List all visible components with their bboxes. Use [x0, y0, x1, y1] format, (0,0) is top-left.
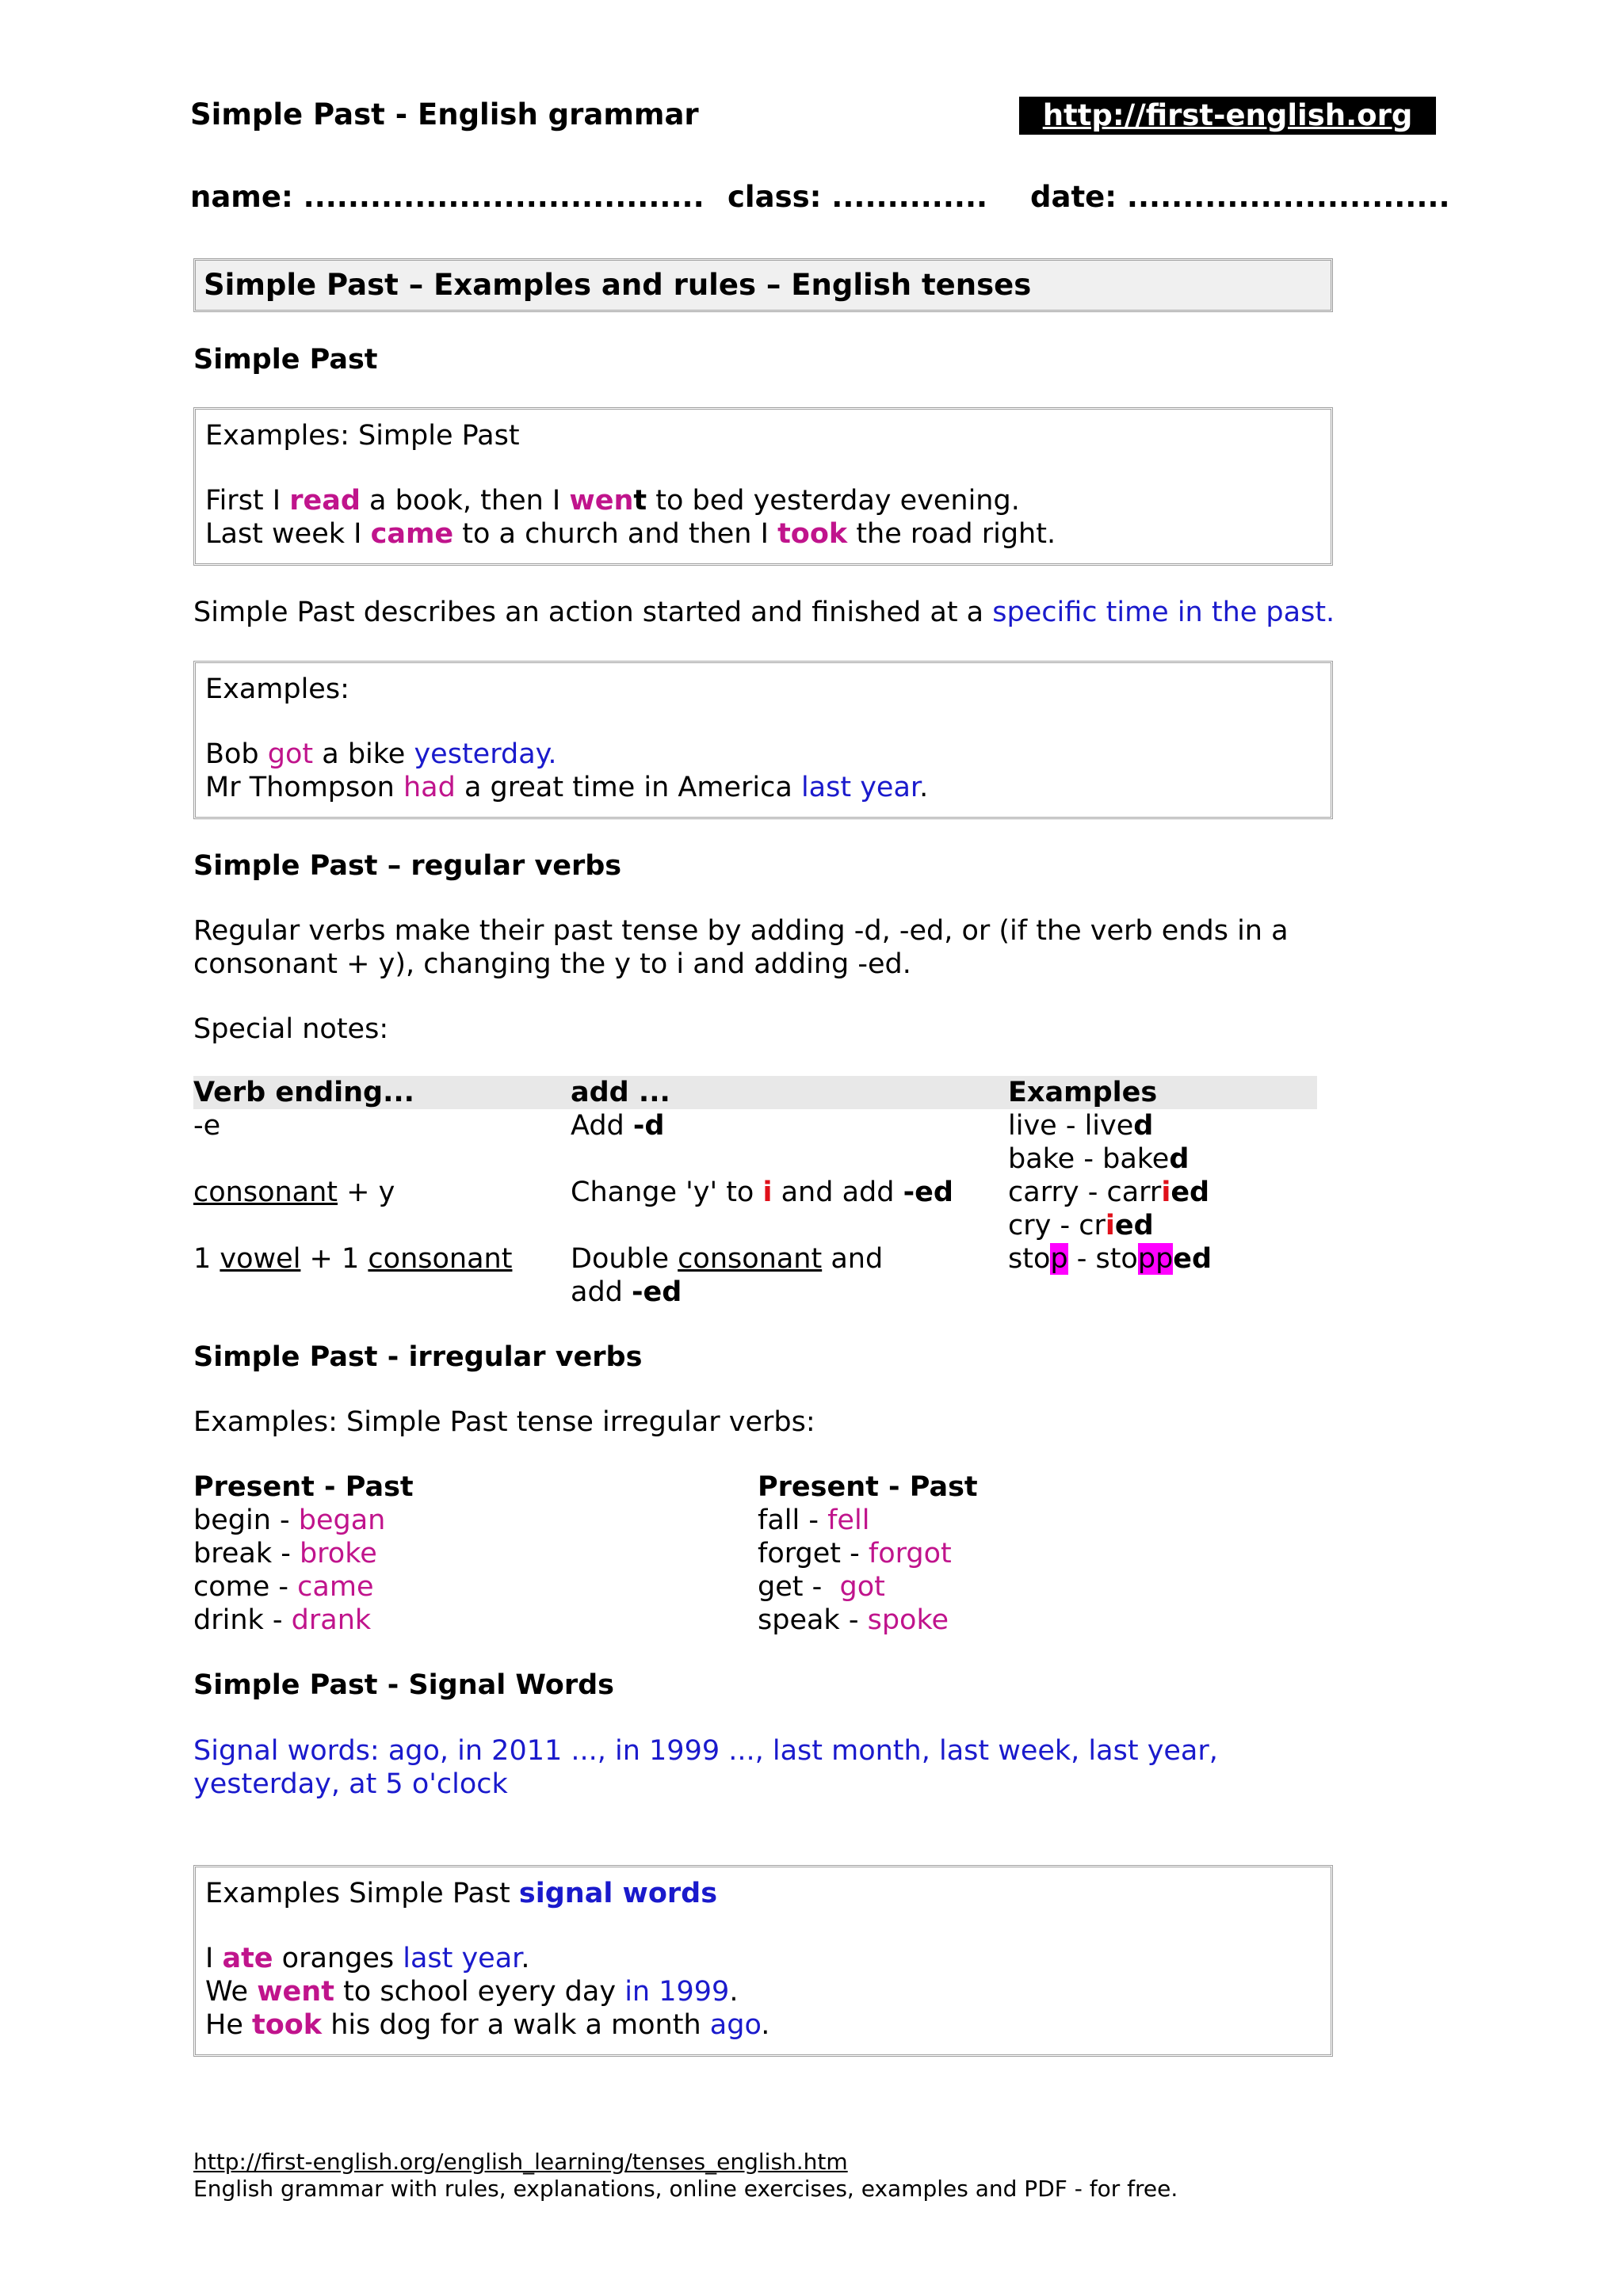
- irregular-list-right: [758, 1470, 1312, 1637]
- site-link[interactable]: http://first-english.org: [1019, 97, 1436, 135]
- table-row: consonant + y Change 'y' to i and add -ed carry - carried cry - cried: [193, 1177, 1210, 1241]
- footer-link[interactable]: http://first-english.org/english_learning/tenses_english.htm: [193, 2149, 848, 2175]
- section-banner: Simple Past – Examples and rules – English tenses: [193, 258, 1333, 312]
- list-item: begin - began: [193, 1505, 386, 1536]
- example-line: He took his dog for a walk a month ago.: [205, 2009, 770, 2041]
- date-field-label: date: .............................: [1030, 180, 1450, 214]
- heading-regular-verbs: Simple Past – regular verbs: [193, 850, 622, 882]
- list-item: drink - drank: [193, 1604, 372, 1636]
- table-row: 1 vowel + 1 consonant Double consonant and add -ed stop - stopped: [193, 1243, 1212, 1308]
- definition-text: Simple Past describes an action started and finished at a specific time in the past.: [193, 597, 1335, 628]
- example-line: We went to school eyery day in 1999.: [205, 1976, 739, 2008]
- example-line: Last week I came to a church and then I took the road right.: [205, 518, 1056, 550]
- list-item: forget - forgot: [758, 1538, 952, 1569]
- example-line: I ate oranges last year.: [205, 1943, 530, 1974]
- table-row: -e Add -d live - lived bake - baked: [193, 1110, 1190, 1175]
- table-header-row: [193, 1076, 1317, 1109]
- heading-irregular-verbs: Simple Past - irregular verbs: [193, 1341, 643, 1373]
- list-item: come - came: [193, 1571, 374, 1603]
- examples-box-2: [193, 661, 1333, 819]
- name-field-label: name: ....................................: [190, 180, 705, 214]
- examples-box-3: [193, 1865, 1333, 2057]
- special-notes-label: Special notes:: [193, 1013, 389, 1045]
- irregular-list-left: [193, 1470, 748, 1637]
- heading-simple-past: Simple Past: [193, 344, 378, 376]
- regular-verbs-rules-table: [193, 1076, 1317, 1309]
- example-line: Bob got a bike yesterday.: [205, 738, 557, 770]
- irregular-col-header: Present - Past: [193, 1471, 414, 1503]
- document-title: Simple Past - English grammar: [190, 97, 699, 132]
- list-item: break - broke: [193, 1538, 377, 1569]
- examples-box-1: [193, 407, 1333, 566]
- examples-box-2-title: Examples:: [205, 673, 349, 705]
- heading-signal-words: Simple Past - Signal Words: [193, 1669, 614, 1701]
- footer: [193, 2149, 1178, 2203]
- examples-box-1-title: Examples: Simple Past: [205, 420, 520, 452]
- class-field-label: class: ..............: [727, 180, 988, 214]
- list-item: fall - fell: [758, 1505, 870, 1536]
- footer-text: English grammar with rules, explanations, online exercises, examples and PDF - for free.: [193, 2176, 1178, 2202]
- regular-verbs-text: Regular verbs make their past tense by adding -d, -ed, or (if the verb ends in a consonant + y), changing the y to i and adding -ed.: [193, 915, 1289, 980]
- irregular-col-header: Present - Past: [758, 1471, 978, 1503]
- signal-words-text: Signal words: ago, in 2011 ..., in 1999 ..., last month, last week, last year, yesterday, at 5 o'clock: [193, 1735, 1218, 1800]
- list-item: get - got: [758, 1571, 885, 1603]
- example-line: Mr Thompson had a great time in America last year.: [205, 772, 929, 803]
- list-item: speak - spoke: [758, 1604, 949, 1636]
- examples-box-3-title: Examples Simple Past signal words: [205, 1878, 718, 1909]
- example-line: First I read a book, then I went to bed yesterday evening.: [205, 485, 1020, 517]
- col-header-examples: Examples: [1008, 1077, 1158, 1108]
- irregular-intro-text: Examples: Simple Past tense irregular verbs:: [193, 1406, 815, 1438]
- col-header-verb-ending: Verb ending...: [193, 1077, 414, 1108]
- col-header-add: add ...: [571, 1077, 670, 1108]
